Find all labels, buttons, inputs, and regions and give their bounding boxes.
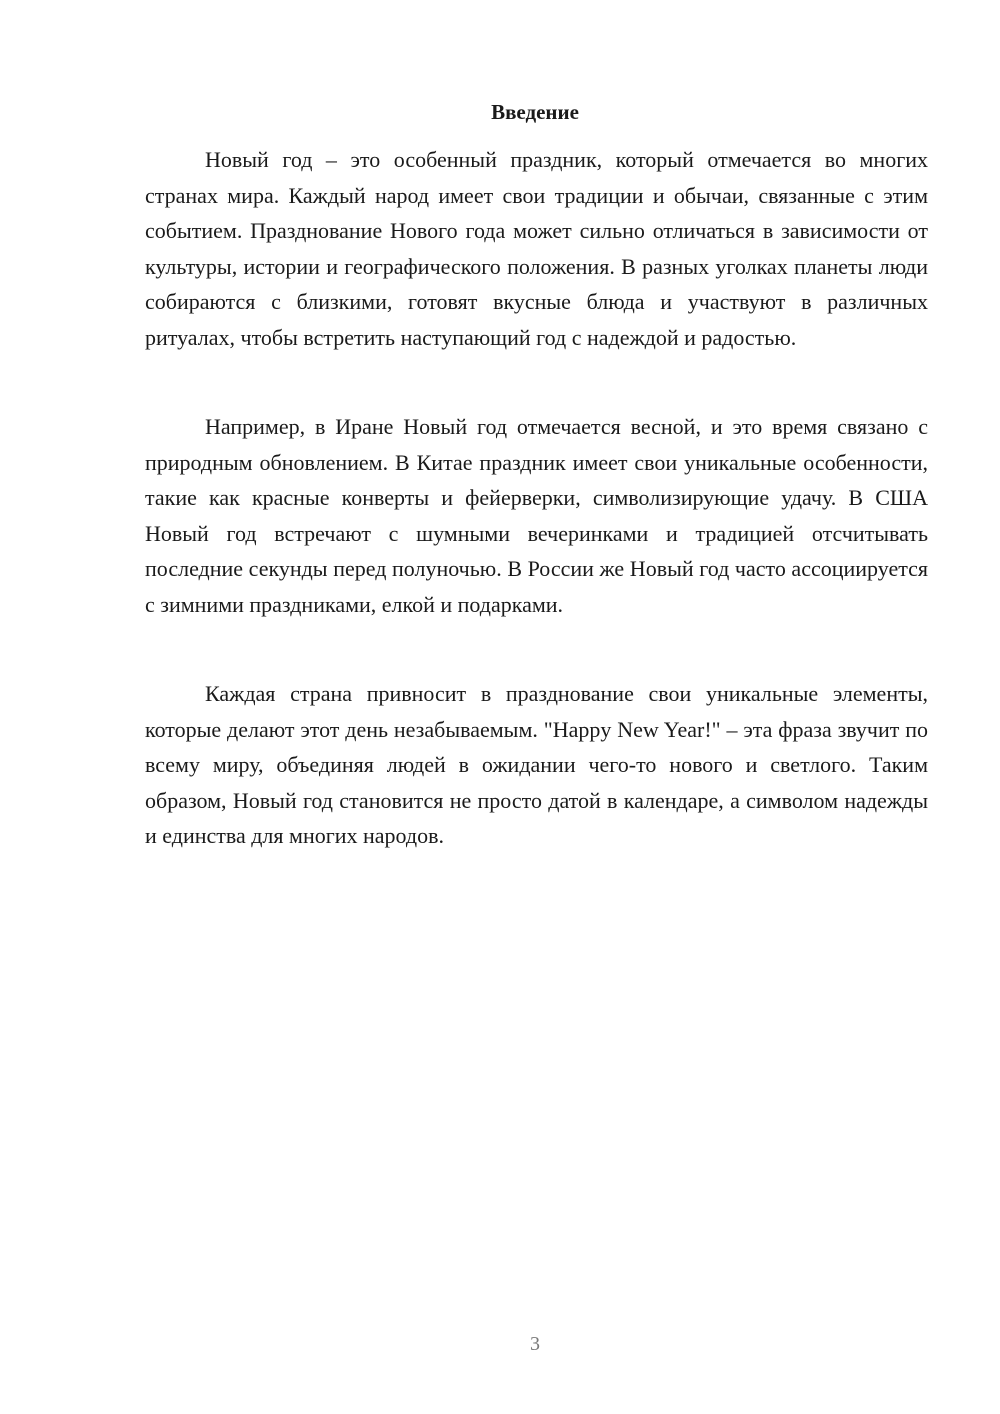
paragraph-intro: Новый год – это особенный праздник, который отмечается во многих странах мира. Каждый народ имеет свои традиции и обычаи, связанные с этим событием. Празднование Нового года может сильно отличаться в зависимости от культуры, истории и географического положения. В разных уголках планеты люди собираются с близкими, готовят вкусные блюда и участвуют в различных ритуалах, чтобы встретить наступающий год с надеждой и радостью. [145, 147, 928, 350]
paragraph-conclusion: Каждая страна привносит в празднование свои уникальные элементы, которые делают этот день незабываемым. "Happy New Year!" – эта фраза звучит по всему миру, объединяя людей в ожидании чего-то нового и светлого. Таким образом, Новый год становится не просто датой в календаре, а символом надежды и единства для многих народов. [145, 681, 928, 848]
section-title: Введение [491, 100, 579, 124]
paragraph-countries: Например, в Иране Новый год отмечается весной, и это время связано с природным обновлением. В Китае праздник имеет свои уникальные особенности, такие как красные конверты и фейерверки, символизирующие удачу. В США Новый год встречают с шумными вечеринками и традицией отсчитывать последние секунды перед полуночью. В России же Новый год часто ассоциируется с зимними праздниками, елкой и подарками. [145, 414, 928, 617]
page-number: 3 [530, 1333, 540, 1355]
